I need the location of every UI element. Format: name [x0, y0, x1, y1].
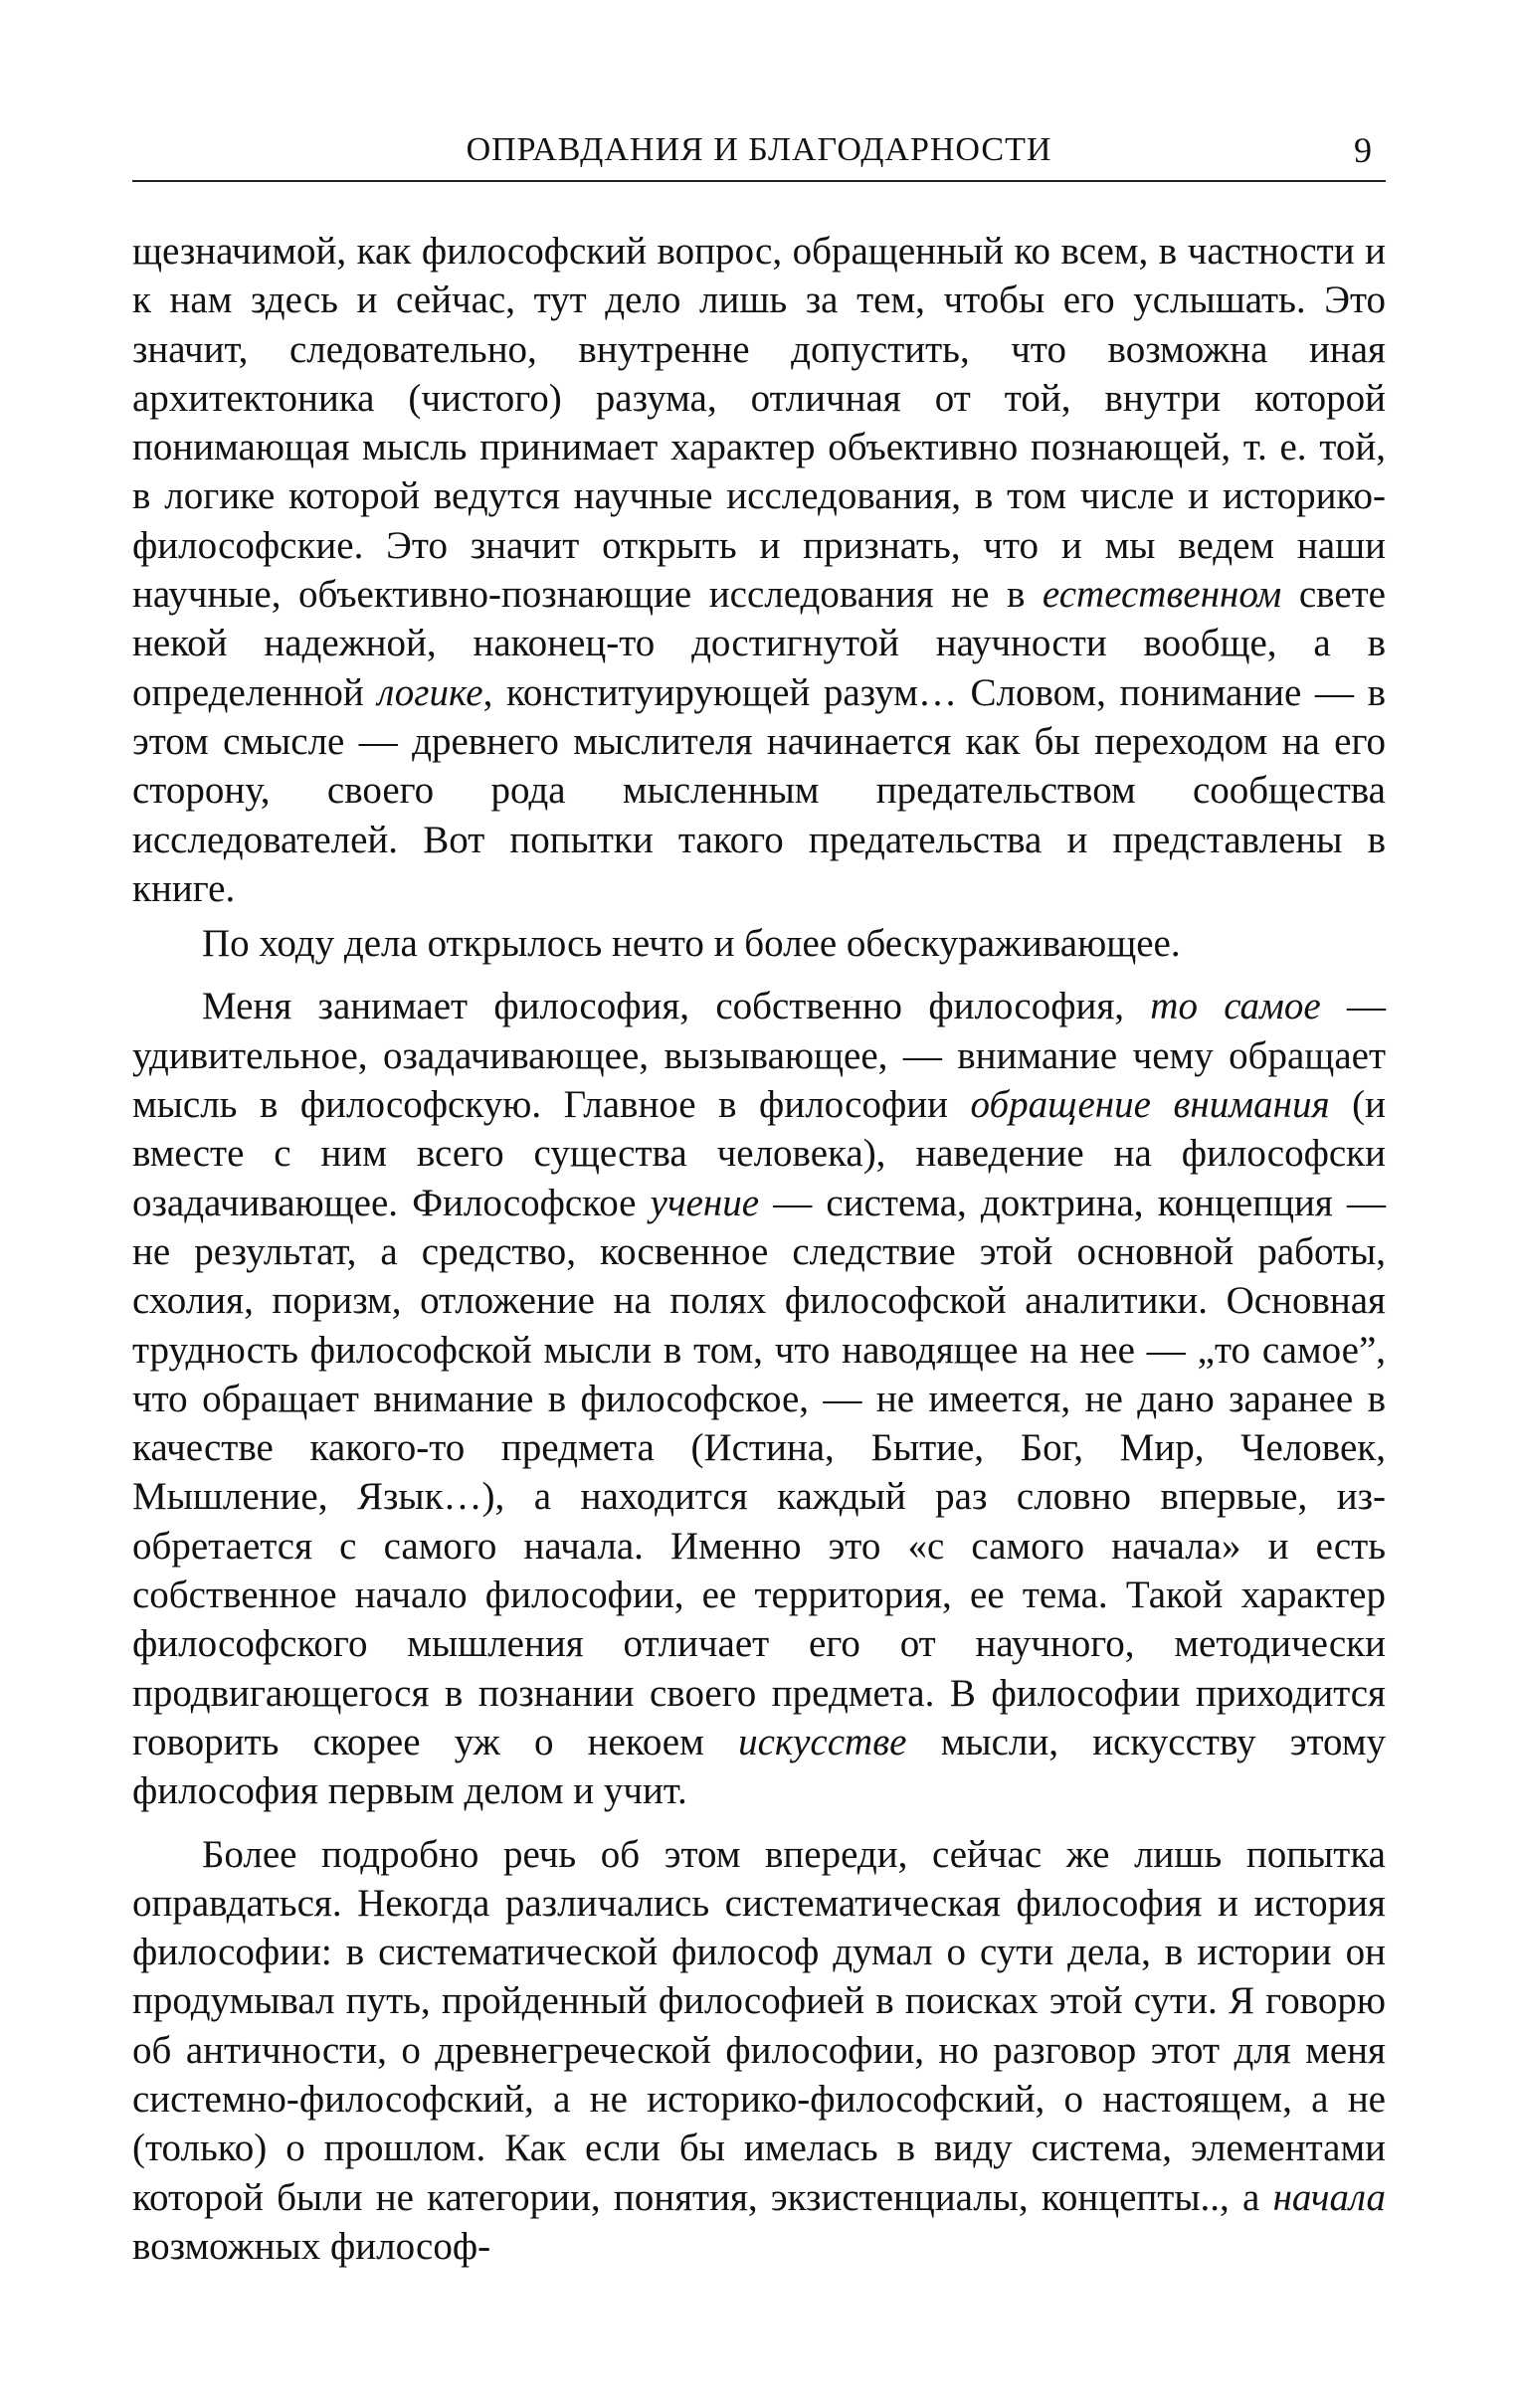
text-run: По ходу дела открылось нечто и более обескураживающее. — [202, 922, 1181, 966]
italic-text: естественном — [1042, 573, 1282, 617]
italic-text: учение — [650, 1181, 760, 1224]
text-run: свете некой надежной, наконец-то достигнутой научности вообще, а в определенной — [132, 573, 1386, 714]
text-run: (и вместе с ним всего существа человека), наведение на философски озадачивающее. Философское — [132, 1083, 1387, 1224]
text-run: — система, доктрина, концепция — не результат, а средство, косвенное следствие этой основной работы, схолия, поризм, отложение на полях философской аналитики. Основная трудность философской мысли в том, что наводящее на нее — „то самое”, что обращает внимание в философское, — не имеется, не дано заранее в качестве какого-то предмета (Истина, Бытие, Бог, Мир, Человек, Мышление, Язык…), а находится каждый раз словно впервые, из-обретается с самого начала. Именно это «с самого начала» и есть собственное начало философии, ее территория, ее тема. Такой характер философского мышления отличает его от научного, методически продвигающегося в познании своего предмета. В философии приходится говорить скорее уж о некоем — [132, 1181, 1386, 1763]
text-run: щезначимой, как философский вопрос, обращенный ко всем, в частности и к нам здесь и сейчас, тут дело лишь за тем, чтобы его услышать. Это значит, следовательно, внутренне допустить, что возможна иная архитектоника (чистого) разума, отличная от той, внутри которой понимающая мысль принимает характер объективно познающей, т. е. той, в логике которой ведутся научные исследования, в том числе и историко-философские. Это значит открыть и признать, что и мы ведем наши научные, объективно-познающие исследования не в — [132, 230, 1386, 617]
text-run: , конституирующей разум… Словом, понимание — в этом смысле — древнего мыслителя начинается как бы переходом на его сторону, своего рода мысленным предательством сообщества исследователей. Вот попытки такого предательства и представлены в книге. — [132, 670, 1386, 910]
header-rule — [132, 180, 1386, 182]
italic-text: логике — [377, 670, 483, 714]
paragraph — [132, 982, 1386, 1815]
paragraph — [132, 227, 1386, 913]
text-run: возможных философ- — [132, 2224, 491, 2268]
paragraph — [132, 919, 1386, 968]
body-text — [132, 227, 1386, 2271]
running-head — [132, 125, 1386, 175]
italic-text: искусстве — [738, 1720, 907, 1763]
text-run: — удивительное, озадачивающее, вызывающее, — внимание чему обращает мысль в философскую. Главное в философии — [132, 985, 1386, 1127]
text-run: Меня занимает философия, собственно философия, — [202, 985, 1151, 1028]
italic-text: то самое — [1150, 985, 1321, 1028]
italic-text: начала — [1272, 2175, 1386, 2219]
text-run: мысли, искусству этому философия первым делом и учит. — [132, 1720, 1386, 1813]
page-number: 9 — [1354, 130, 1372, 170]
italic-text: обращение внимания — [970, 1083, 1330, 1127]
text-run: Более подробно речь об этом впереди, сейчас же лишь попытка оправдаться. Некогда различались систематическая философия и история философии: в систематической философ думал о сути дела, в истории он продумывал путь, пройденный философией в поисках этой сути. Я говорю об античности, о древнегреческой философии, но разговор этот для меня системно-философский, а не историко-философский, о настоящем, а не (только) о прошлом. Как если бы имелась в виду система, элементами которой были не категории, понятия, экзистенциалы, концепты.., а — [132, 1832, 1386, 2219]
running-title: ОПРАВДАНИЯ И БЛАГОДАРНОСТИ — [466, 131, 1052, 168]
paragraph — [132, 1830, 1386, 2272]
